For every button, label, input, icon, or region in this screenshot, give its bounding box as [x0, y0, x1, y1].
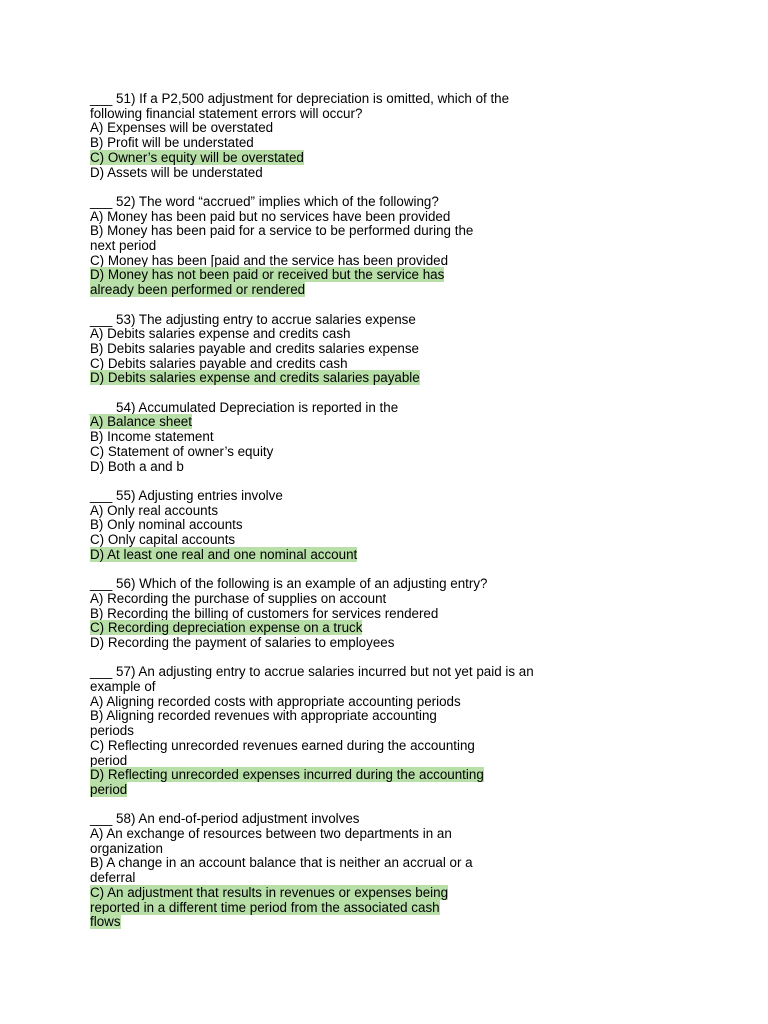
question-line: [90, 430, 570, 445]
line-text: B) Income statement: [90, 429, 214, 445]
line-text: next period: [90, 238, 157, 254]
highlighted-answer-text: A) Balance sheet: [90, 414, 192, 430]
line-text: B) Only nominal accounts: [90, 517, 243, 533]
question-line: [90, 548, 570, 563]
line-text: B) Aligning recorded revenues with appropriate accounting: [90, 708, 437, 724]
line-text: A) Expenses will be overstated: [90, 120, 274, 136]
line-text: B) A change in an account balance that is neither an accrual or a: [90, 855, 473, 871]
line-text: deferral: [90, 870, 136, 886]
line-text: D) Both a and b: [90, 458, 184, 474]
line-text: A) Recording the purchase of supplies on account: [90, 590, 387, 606]
question-line: [90, 768, 570, 783]
question-line: [90, 445, 570, 460]
question-block: [90, 577, 570, 651]
question-line: [90, 533, 570, 548]
question-block: [90, 665, 570, 797]
line-text: B) Money has been paid for a service to be performed during the: [90, 223, 474, 239]
question-line: [90, 151, 570, 166]
line-text: ___ 56) Which of the following is an example of an adjusting entry?: [90, 576, 488, 592]
question-line: [90, 121, 570, 136]
question-line: [90, 371, 570, 386]
document-page: [90, 92, 570, 945]
line-text: C) Debits salaries payable and credits cash: [90, 355, 348, 371]
question-line: [90, 239, 570, 254]
line-text: A) An exchange of resources between two departments in an: [90, 826, 452, 842]
highlighted-answer-text: reported in a different time period from the associated cash: [90, 899, 440, 915]
line-text: A) Aligning recorded costs with appropriate accounting periods: [90, 693, 461, 709]
line-text: organization: [90, 840, 163, 856]
question-stem-line: [90, 489, 570, 504]
question-block: [90, 401, 570, 475]
question-line: [90, 886, 570, 901]
question-line: [90, 268, 570, 283]
question-block: [90, 92, 570, 180]
highlighted-answer-text: C) Owner’s equity will be overstated: [90, 149, 304, 165]
line-text: B) Profit will be understated: [90, 135, 254, 151]
question-line: [90, 518, 570, 533]
question-line: [90, 915, 570, 930]
highlighted-answer-text: D) At least one real and one nominal account: [90, 546, 358, 562]
question-line: [90, 621, 570, 636]
highlighted-answer-text: C) Recording depreciation expense on a truck: [90, 620, 363, 636]
question-block: [90, 812, 570, 930]
question-line: [90, 739, 570, 754]
question-line: [90, 357, 570, 372]
line-text: C) Statement of owner’s equity: [90, 443, 274, 459]
line-text: example of: [90, 679, 156, 695]
line-text: ___ 58) An end-of-period adjustment involves: [90, 811, 360, 827]
question-line: [90, 342, 570, 357]
question-line: [90, 783, 570, 798]
question-block: [90, 489, 570, 563]
question-block: [90, 195, 570, 298]
line-text: B) Debits salaries payable and credits salaries expense: [90, 340, 419, 356]
question-line: [90, 283, 570, 298]
line-text: B) Recording the billing of customers for services rendered: [90, 605, 439, 621]
line-text: D) Assets will be understated: [90, 164, 263, 180]
line-text: following financial statement errors will occur?: [90, 105, 363, 121]
question-line: [90, 680, 570, 695]
question-line: [90, 724, 570, 739]
line-text: periods: [90, 723, 134, 739]
question-stem-line: [90, 313, 570, 328]
highlighted-answer-text: D) Reflecting unrecorded expenses incurred during the accounting: [90, 767, 484, 783]
question-line: [90, 166, 570, 181]
question-stem-line: [90, 195, 570, 210]
question-line: [90, 871, 570, 886]
line-text: ___ 51) If a P2,500 adjustment for depreciation is omitted, which of the: [90, 91, 510, 106]
question-line: [90, 827, 570, 842]
highlighted-answer-text: already been performed or rendered: [90, 282, 306, 298]
question-line: [90, 136, 570, 151]
question-block: [90, 313, 570, 387]
question-line: [90, 636, 570, 651]
line-text: ___ 57) An adjusting entry to accrue salaries incurred but not yet paid is an: [90, 664, 534, 680]
line-text: ___ 53) The adjusting entry to accrue salaries expense: [90, 311, 416, 327]
line-text: A) Money has been paid but no services have been provided: [90, 208, 451, 224]
question-line: [90, 842, 570, 857]
question-stem-line: [90, 812, 570, 827]
question-line: [90, 607, 570, 622]
line-text: ___ 54) Accumulated Depreciation is reported in the: [90, 399, 399, 415]
line-text: ___ 52) The word “accrued” implies which of the following?: [90, 193, 439, 209]
line-text: ___ 55) Adjusting entries involve: [90, 487, 283, 503]
question-stem-line: [90, 92, 570, 107]
line-text: A) Debits salaries expense and credits cash: [90, 326, 351, 342]
question-line: [90, 415, 570, 430]
line-text: C) Money has been [paid and the service has been provided: [90, 252, 449, 268]
question-line: [90, 327, 570, 342]
highlighted-answer-text: D) Money has not been paid or received but the service has: [90, 267, 445, 283]
line-text: period: [90, 752, 128, 768]
question-line: [90, 592, 570, 607]
question-line: [90, 460, 570, 475]
question-line: [90, 210, 570, 225]
highlighted-answer-text: C) An adjustment that results in revenues or expenses being: [90, 884, 449, 900]
highlighted-answer-text: period: [90, 781, 128, 797]
question-line: [90, 254, 570, 269]
question-line: [90, 224, 570, 239]
question-line: [90, 856, 570, 871]
question-line: [90, 709, 570, 724]
question-stem-line: [90, 401, 570, 416]
question-stem-line: [90, 665, 570, 680]
line-text: C) Only capital accounts: [90, 532, 236, 548]
question-line: [90, 504, 570, 519]
highlighted-answer-text: flows: [90, 914, 121, 930]
highlighted-answer-text: D) Debits salaries expense and credits salaries payable: [90, 370, 420, 386]
question-stem-line: [90, 577, 570, 592]
question-line: [90, 901, 570, 916]
question-line: [90, 754, 570, 769]
line-text: D) Recording the payment of salaries to employees: [90, 634, 395, 650]
question-line: [90, 695, 570, 710]
question-line: [90, 107, 570, 122]
line-text: C) Reflecting unrecorded revenues earned during the accounting: [90, 737, 475, 753]
line-text: A) Only real accounts: [90, 502, 219, 518]
